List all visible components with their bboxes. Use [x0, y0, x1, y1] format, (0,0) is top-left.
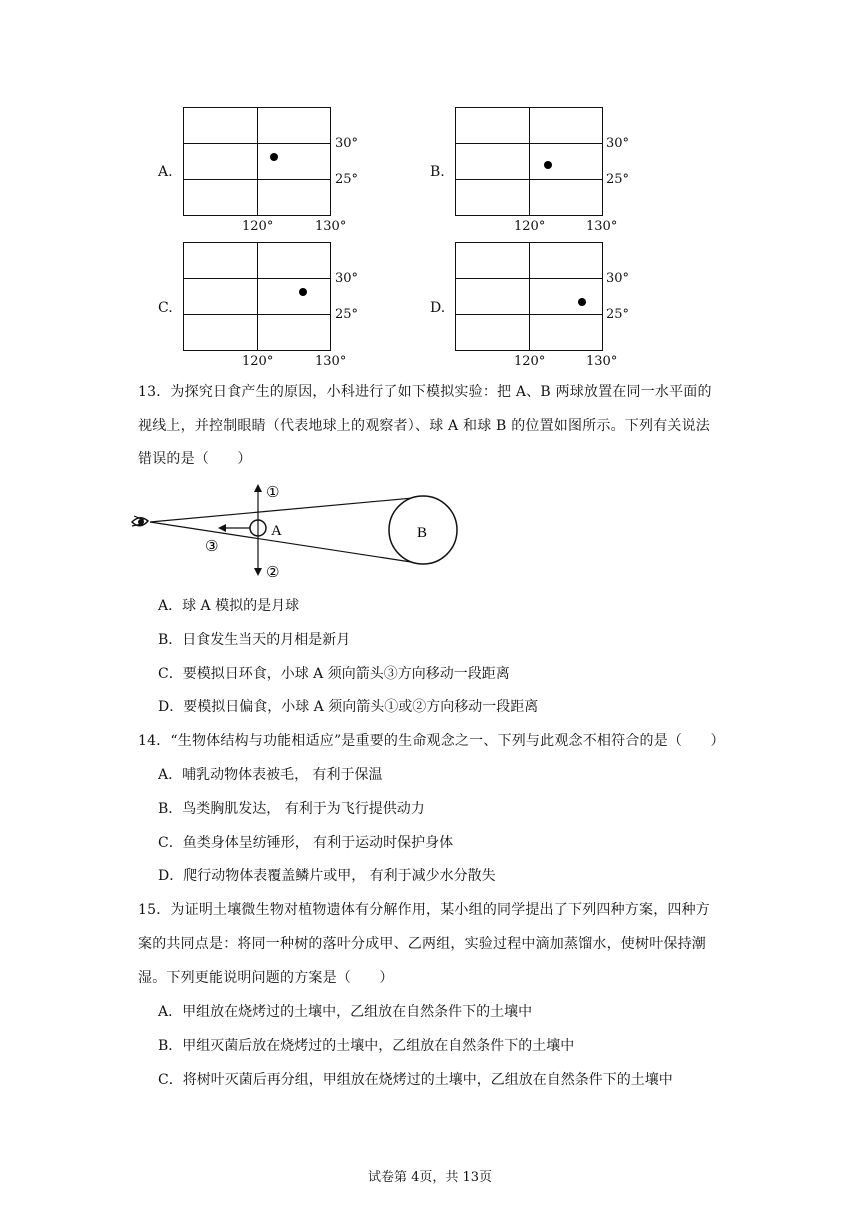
- question-13-line: 错误的是（ ）: [138, 451, 252, 467]
- arrow-up-head: [254, 484, 262, 492]
- sight-line-bottom: [150, 522, 424, 564]
- question-15-line: 湿。下列更能说明问题的方案是（ ）: [138, 970, 394, 986]
- question-15-option: B．甲组灭菌后放在烧烤过的土壤中，乙组放在自然条件下的土壤中: [158, 1038, 575, 1054]
- location-dot: [299, 288, 307, 296]
- question-14-option: B．鸟类胸肌发达， 有利于为飞行提供动力: [158, 801, 425, 817]
- question-13-option: D．要模拟日偏食，小球 A 须向箭头①或②方向移动一段距离: [158, 699, 539, 715]
- lat-label: 30°: [606, 271, 630, 286]
- lon-label: 130°: [586, 354, 618, 369]
- arrow-left-head: [218, 524, 226, 532]
- lat-label: 25°: [335, 307, 359, 322]
- arrow-2-label: ②: [266, 563, 280, 580]
- question-13-option: C．要模拟日环食，小球 A 须向箭头③方向移动一段距离: [158, 666, 510, 682]
- lat-label: 30°: [335, 271, 359, 286]
- map-grid: [455, 242, 603, 351]
- option-letter: A.: [158, 164, 173, 180]
- question-14-option: A．哺乳动物体表被毛， 有利于保温: [158, 767, 383, 783]
- lat-label: 30°: [606, 136, 630, 151]
- option-letter: C.: [158, 300, 173, 316]
- question-15-line: 案的共同点是：将同一种树的落叶分成甲、乙两组，实验过程中滴加蒸馏水，使树叶保持潮: [138, 936, 706, 952]
- question-15-option: C．将树叶灭菌后再分组，甲组放在烧烤过的土壤中，乙组放在自然条件下的土壤中: [158, 1072, 673, 1088]
- lat-label: 25°: [335, 172, 359, 187]
- arrow-3-label: ③: [205, 537, 219, 555]
- question-15-option: A．甲组放在烧烤过的土壤中，乙组放在自然条件下的土壤中: [158, 1004, 533, 1020]
- lon-label: 120°: [242, 219, 274, 234]
- question-13-line: 视线上，并控制眼睛（代表地球上的观察者）、球 A 和球 B 的位置如图所示。下列有关说法: [138, 418, 710, 434]
- location-dot: [578, 298, 586, 306]
- lat-label: 30°: [335, 136, 359, 151]
- question-13-option: B．日食发生当天的月相是新月: [158, 632, 351, 648]
- lon-label: 130°: [315, 354, 347, 369]
- eye-icon: [132, 516, 148, 526]
- arrow-1-label: ①: [266, 483, 280, 501]
- question-14-option: D．爬行动物体表覆盖鳞片或甲， 有利于减少水分散失: [158, 868, 496, 884]
- ball-b-label: B: [417, 525, 428, 541]
- option-letter: B.: [430, 164, 445, 180]
- lon-label: 130°: [315, 219, 347, 234]
- page-footer: 试卷第 4页，共 13页: [367, 1170, 493, 1185]
- question-13-line: 13．为探究日食产生的原因，小科进行了如下模拟实验：把 A、B 两球放置在同一水平面的: [138, 384, 712, 400]
- location-dot: [544, 161, 552, 169]
- lon-label: 130°: [586, 219, 618, 234]
- map-grid: [455, 107, 603, 216]
- question-14-option: C．鱼类身体呈纺锤形， 有利于运动时保护身体: [158, 835, 454, 851]
- question-14-line: 14．“生物体结构与功能相适应”是重要的生命观念之一、下列与此观念不相符合的是（ ）: [138, 733, 725, 749]
- lon-label: 120°: [242, 354, 274, 369]
- eclipse-experiment-figure: [126, 480, 466, 580]
- map-grid: [183, 242, 331, 351]
- location-dot: [270, 153, 278, 161]
- arrow-down-head: [254, 568, 262, 576]
- lon-label: 120°: [514, 219, 546, 234]
- question-13-option: A．球 A 模拟的是月球: [158, 598, 300, 614]
- lat-label: 25°: [606, 172, 630, 187]
- lat-label: 25°: [606, 307, 630, 322]
- lon-label: 120°: [514, 354, 546, 369]
- map-grid: [183, 107, 331, 216]
- question-15-line: 15．为证明土壤微生物对植物遗体有分解作用，某小组的同学提出了下列四种方案，四种方: [138, 902, 711, 918]
- sight-line-top: [150, 497, 424, 522]
- ball-a-label: A: [271, 523, 282, 539]
- option-letter: D.: [430, 300, 446, 316]
